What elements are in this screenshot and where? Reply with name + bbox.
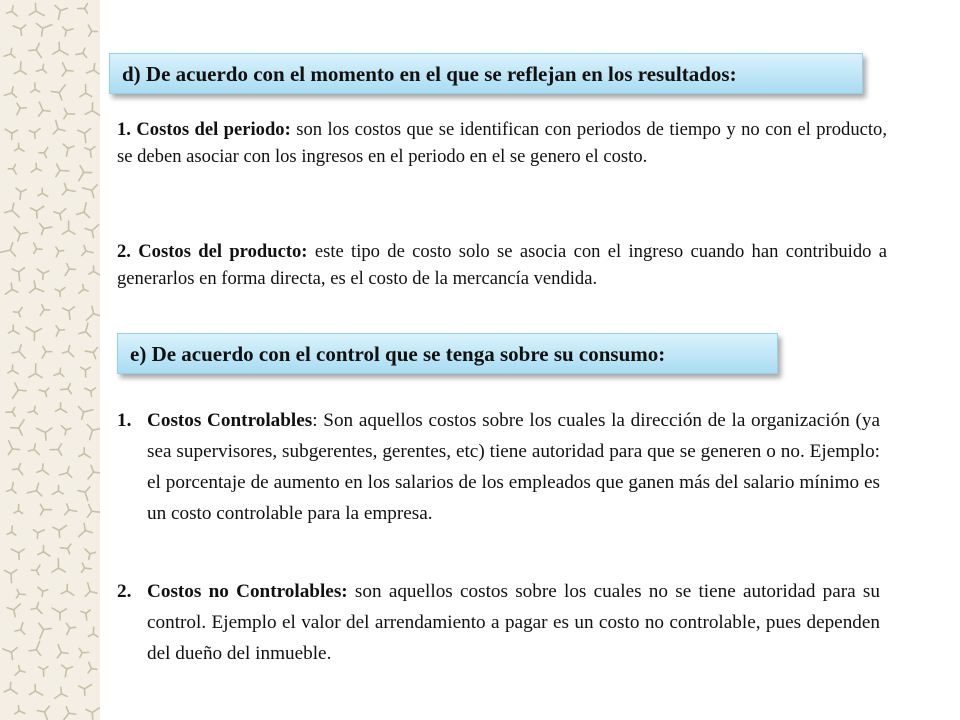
branch-glyph (80, 85, 92, 97)
branch-glyph (62, 221, 75, 234)
branch-glyph (85, 388, 96, 397)
definition-costos-no-controlables: son aquellos costos sobre los cuales no se tiene autoridad para su control. Ejemplo el valor del arrendamiento a pagar es un costo no controlable, pues dependen del dueño del inmueble. (147, 581, 880, 664)
branch-glyph (89, 266, 99, 275)
branch-glyph (79, 285, 88, 294)
branch-glyph (85, 549, 95, 559)
branch-glyph (30, 281, 44, 292)
branch-glyph (86, 708, 100, 720)
branch-glyph (30, 206, 44, 218)
branch-glyph (55, 403, 66, 413)
branch-glyph (5, 203, 19, 217)
branch-glyph (63, 27, 73, 36)
branch-glyph (57, 645, 68, 658)
branch-glyph (3, 648, 17, 660)
branch-glyph (81, 563, 91, 572)
branch-glyph (55, 288, 65, 297)
branch-glyph (81, 367, 91, 377)
branch-glyph (55, 687, 67, 698)
branch-glyph (33, 530, 44, 539)
branch-glyph (11, 420, 24, 436)
branch-glyph (86, 306, 100, 320)
branch-glyph (62, 346, 73, 357)
branch-glyph (7, 6, 18, 16)
branch-glyph (38, 587, 48, 596)
branch-glyph (8, 325, 19, 334)
branch-glyph (61, 544, 71, 554)
branch-glyph (64, 108, 75, 118)
term-costos-controlables: Costos Controlables (147, 410, 313, 431)
section-e-heading (117, 333, 778, 374)
branch-glyph (15, 623, 25, 634)
branch-glyph (65, 504, 77, 515)
section-d-heading-text: d) De acuerdo con el momento en el que se reflejan en los resultados: (122, 62, 737, 86)
branch-glyph (65, 264, 75, 276)
branch-glyph (13, 463, 23, 474)
branch-glyph (36, 23, 51, 36)
branch-glyph (56, 326, 64, 336)
definition-costos-periodo: son los costos que se identifican con periodos de tiempo y no con el producto, se deben asociar con los ingresos en el periodo en el se genero el costo. (117, 119, 887, 167)
branch-glyph (79, 323, 91, 337)
branch-glyph (78, 129, 91, 143)
branch-glyph (13, 25, 25, 35)
branch-glyph (7, 604, 20, 617)
branch-glyph (40, 223, 52, 234)
branch-glyph (63, 144, 74, 156)
branch-glyph (31, 602, 42, 613)
branch-glyph (38, 188, 48, 196)
branch-glyph (81, 610, 90, 620)
branch-glyph (13, 383, 27, 398)
term-costos-periodo: 1. Costos del periodo: (117, 119, 291, 140)
branch-glyph (29, 364, 42, 378)
branch-glyph (76, 48, 86, 57)
branch-glyph (39, 102, 50, 116)
branch-glyph (62, 665, 73, 677)
branch-glyph (4, 48, 15, 57)
branch-glyph (87, 505, 100, 518)
branch-glyph (59, 467, 71, 478)
branch-glyph (77, 203, 90, 218)
branch-glyph (16, 188, 26, 199)
branch-glyph (17, 103, 26, 115)
section-e-heading-text: e) De acuerdo con el control que se tenga sobre su consumo: (130, 342, 666, 366)
branch-glyph (86, 64, 98, 74)
branch-glyph (5, 570, 17, 583)
branch-glyph (82, 245, 93, 255)
branch-glyph (55, 6, 67, 20)
section-d-heading (109, 53, 863, 94)
branch-glyph (62, 63, 73, 76)
branch-glyph (36, 64, 46, 72)
branch-glyph (28, 444, 39, 455)
branch-glyph (15, 666, 25, 676)
branch-glyph (62, 183, 75, 194)
branch-glyph (85, 147, 95, 158)
branch-glyph (39, 388, 49, 396)
branch-glyph (6, 407, 15, 416)
branch-glyph (5, 129, 17, 139)
branch-glyph (40, 305, 49, 316)
definition-costos-controlables: : Son aquellos costos sobre los cuales la dirección de la organización (ya sea supervisores, subgerentes, gerentes, etc) tiene autoridad para que se generen o no. Ejemplo: el porcentaje de aumento en los salarios de los empleados que ganen más del salario mínimo es un costo controlable para la empresa. (147, 410, 880, 524)
branch-glyph (51, 85, 65, 100)
branch-glyph (7, 526, 16, 535)
paragraph-costos-producto (117, 239, 887, 292)
branch-glyph (56, 164, 69, 176)
branch-glyph (40, 504, 51, 515)
branch-glyph (37, 464, 49, 475)
branch-glyph (85, 348, 97, 359)
branch-glyph (53, 42, 68, 54)
branch-glyph (14, 62, 26, 74)
branch-glyph (30, 684, 43, 695)
definition-costos-producto: este tipo de costo solo se asocia con el ingreso cuando han contribuido a generarlos en forma directa, es el costo de la mercancía vendida. (117, 241, 888, 289)
branch-glyph (78, 487, 90, 501)
branch-pattern (0, 0, 100, 720)
branch-glyph (79, 648, 88, 657)
branch-glyph (27, 483, 41, 496)
branch-glyph (88, 662, 97, 672)
branch-glyph (52, 485, 63, 494)
branch-glyph (14, 143, 24, 151)
branch-glyph (34, 243, 42, 253)
branch-glyph (53, 525, 67, 537)
branch-glyph (56, 247, 64, 257)
branch-glyph (29, 43, 41, 57)
branch-glyph (39, 667, 48, 677)
branch-glyph (31, 565, 40, 575)
branch-glyph (28, 406, 37, 414)
branch-glyph (42, 347, 52, 358)
paragraph-costos-periodo (117, 117, 887, 170)
branch-glyph (8, 441, 19, 455)
branch-glyph (63, 307, 75, 320)
branch-glyph (15, 706, 25, 714)
branch-glyph (39, 623, 51, 638)
branch-glyph (8, 165, 16, 174)
branch-glyph (29, 3, 44, 15)
branch-glyph (14, 307, 22, 316)
branch-glyph (85, 103, 100, 116)
branch-glyph (54, 368, 64, 376)
branch-glyph (61, 426, 70, 435)
branch-glyph (79, 166, 92, 181)
branch-glyph (37, 269, 49, 279)
branch-glyph (37, 428, 52, 440)
branch-glyph (26, 327, 41, 340)
branch-glyph (88, 627, 97, 637)
branch-glyph (38, 546, 50, 556)
branch-glyph (88, 25, 97, 36)
branch-glyph (78, 4, 88, 14)
branch-glyph (50, 444, 62, 455)
list-number: 2. (117, 581, 132, 602)
branch-glyph (39, 147, 48, 157)
branch-glyph (79, 523, 93, 536)
branch-glyph (11, 549, 24, 559)
branch-glyph (14, 227, 27, 241)
branch-glyph (53, 120, 65, 134)
branch-glyph (87, 424, 100, 439)
branch-glyph (8, 365, 18, 374)
list-number: 1. (117, 410, 132, 431)
term-costos-no-controlables: Costos no Controlables: (147, 581, 348, 602)
branch-glyph (4, 682, 17, 693)
branch-glyph (52, 608, 66, 620)
branch-glyph (12, 268, 24, 281)
decorative-left-border (0, 0, 100, 720)
branch-glyph (5, 283, 17, 294)
branch-glyph (16, 590, 25, 598)
branch-glyph (79, 448, 91, 458)
branch-glyph (79, 685, 92, 696)
branch-glyph (14, 504, 23, 513)
branch-glyph (78, 407, 93, 420)
branch-glyph (12, 345, 25, 358)
branch-glyph (85, 225, 98, 238)
branch-glyph (31, 163, 41, 172)
branch-glyph (52, 559, 65, 572)
branch-glyph (31, 83, 40, 92)
branch-glyph (85, 583, 97, 597)
branch-glyph (88, 465, 100, 479)
branch-glyph (54, 209, 66, 220)
branch-glyph (64, 707, 76, 720)
branch-glyph (4, 87, 16, 97)
branch-glyph (0, 243, 15, 256)
branch-glyph (66, 623, 75, 634)
branch-glyph (7, 483, 17, 494)
branch-glyph (61, 384, 72, 394)
branch-glyph (61, 584, 73, 595)
branch-glyph (82, 185, 97, 198)
branch-glyph (37, 706, 49, 720)
term-costos-producto: 2. Costos del producto: (117, 241, 308, 262)
branch-glyph (29, 128, 40, 138)
branch-glyph (29, 641, 41, 655)
